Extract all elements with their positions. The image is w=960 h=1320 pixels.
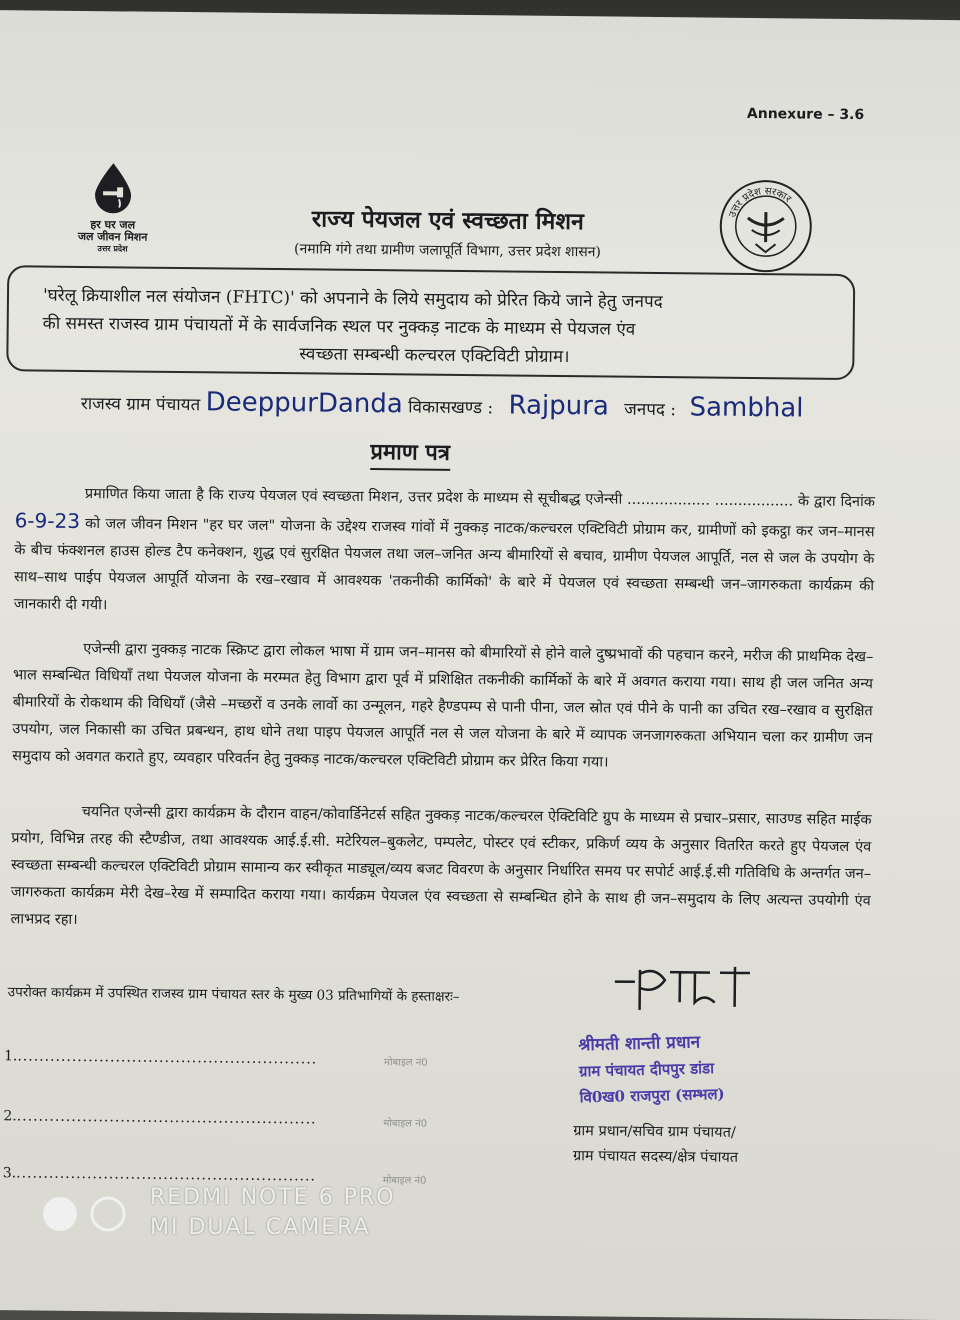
up-state-emblem-icon	[717, 178, 814, 275]
district-value: Sambhal	[689, 392, 804, 424]
mission-title: राज्य पेयजल एवं स्वच्छता मिशन	[311, 205, 584, 236]
document-page	[0, 10, 960, 1320]
watermark-line-2: MI DUAL CAMERA	[150, 1215, 371, 1240]
paragraph-1	[14, 480, 875, 627]
paragraph-2-text: एजेन्सी द्वारा नुक्कड़ नाटक स्क्रिप्ट द्वारा लोकल भाषा में ग्राम जन–मानस को बीमारियों से होने वाले दुष्प्रभावों की पहचान करने, मरीज की प्राथमिक देख–भाल सम्बन्धित विधियॉं तथा पेयजल योजना के मरम्मत हेतु विभाग द्वारा पूर्व में प्रशिक्षित तकनीकी कार्मिकों के बारे में अवगत कराया गया। साथ ही जल जनित अन्य बीमारियों के रोकथाम की विधियॉं (जैसे –मच्छरों व उनके लार्वो का उन्मूलन, गहरे हैण्डपम्प से पानी पीना, जल स्रोत एवं पीने के पानी का उचित रख–रखाव व सुरक्षित उपयोग, जल निकासी का उचित प्रबन्धन, हाथ धोने तथा पाइप पेयजल आपूर्ति नल से जल योजना के बारे में व्यापक जनजागरुकता अभियान चला कर ग्रामीण जन समुदाय को अवगत कराते हुए, व्यवहार परिवर्तन हेतु नुक्कड़ नाटक/कल्चरल एक्टिविटी प्रोग्राम कर प्रेरित किया गया।	[12, 641, 874, 771]
handwritten-date: 6-9-23	[14, 508, 81, 533]
block-value: Rajpura	[508, 390, 610, 422]
emblem-text: उत्तर प्रदेश सरकार	[727, 185, 793, 219]
logo-line3: उत्तर प्रदेश	[97, 244, 128, 254]
paragraph-3	[10, 798, 871, 942]
signature-scribble-icon	[610, 962, 761, 1014]
camera-watermark-dots	[40, 1194, 130, 1238]
paragraph-3-text: चयनित एजेन्सी द्वारा कार्यक्रम के दौरान वाहन/कोवार्डिनेटर्स सहित नुक्कड़ नाटक/कल्चरल ऐक्टिविटि ग्रुप के माध्यम से प्रचार–प्रसार, साउण्ड सहित माईक प्रयोग, विभिन्न तरह की स्टैण्डीज, तथा आवश्यक आई.ई.सी. मटेरियल–बुकलेट, पम्पलेट, पोस्टर एवं स्टीकर, प्रकिर्ण व्यय के अनुसार वितरित करते हुए पेयजल एंव स्वच्छता सम्बन्धी कल्चरल एक्टिविटी प्रोग्राम सामान्य कर स्वीकृत माड्यूल/व्यय बजट विवरण के अनुसार निर्धारित समय पर सपोर्ट आई.ई.सी गतिविधि के अन्तर्गत जन–जागरुकता कार्यक्रम मेरी देख–रेख में सम्पादित कराया गया। कार्यक्रम पेयजल एंव स्वच्छता से सम्बन्धित होने के साथ ही जन–समुदाय के लिए अत्यन्त उपयोगी एंव लाभप्रद रहा।	[10, 804, 872, 928]
logo-line2: जल जीवन मिशन	[77, 229, 148, 244]
roles-line-2: ग्राम पंचायत सदस्य/क्षेत्र पंचायत	[572, 1148, 739, 1166]
signatory-number: 2.	[3, 1108, 17, 1125]
paragraph-1-part-a: प्रमाणित किया जाता है कि राज्य पेयजल एवं स्वच्छता मिशन, उत्तर प्रदेश के माध्यम से सूचीबद्ध एजेन्सी ..................	[84, 486, 711, 509]
paragraph-2	[12, 635, 873, 779]
panchayat-value: DeeppurDanda	[205, 387, 403, 420]
location-row	[81, 386, 881, 424]
mobile-label-3: मोबाइल नं0	[382, 1175, 427, 1187]
signatory-line-2	[3, 1108, 316, 1127]
program-line-1: 'घरेलू क्रियाशील नल संयोजन (FHTC)' को अपनाने के लिये समुदाय को प्रेरित किये जाने हेतु जनपद	[42, 285, 663, 313]
signature-dots: .......................................................	[17, 1048, 318, 1068]
stamp-line-2: ग्राम पंचायत दीपपुर डांडा	[578, 1059, 715, 1081]
logo-line1: हर घर जल	[90, 218, 136, 232]
mission-subtitle: (नमामि गंगे तथा ग्रामीण जलापूर्ति विभाग, उत्तर प्रदेश शासन)	[293, 241, 602, 261]
water-drop-tap-icon	[91, 161, 136, 215]
signatory-line-3	[3, 1165, 316, 1184]
annexure-label: Annexure – 3.6	[746, 105, 865, 124]
mobile-label-1: मोबाइल नं0	[383, 1057, 428, 1069]
program-description-box	[6, 265, 855, 380]
signatory-number: 1.	[3, 1048, 18, 1065]
program-line-3: स्वच्छता सम्बन्धी कल्चरल एक्टिविटी प्रोग्राम।	[299, 344, 570, 368]
signatory-roles	[573, 1119, 824, 1172]
pradhan-stamp	[578, 1027, 820, 1111]
district-label: जनपद :	[624, 399, 677, 421]
paragraph-1-part-c: को जल जीवन मिशन "हर घर जल" योजना के उद्देश्य राजस्व गांवों में नुक्कड़ नाटक/कल्चरल एक्टिविटी प्रोग्राम कर, ग्रामीणों को इकट्ठा कर जन–मानस के बीच फंक्शनल हाउस होल्ड टैप कनेक्शन, शुद्ध एवं सुरक्षित पेयजल तथा जल–जनित अन्य बीमारियों से बचाव, ग्रामीण पेयजल आपूर्ति, नल से जल के उपयोग के साथ–साथ पाईप पेयजल आपूर्ति योजना के रख–रखाव में आवश्यक 'तकनीकी कार्मिको' के बारे में पेयजल एवं स्वच्छता सम्बन्धी जन–जागरुकता कार्यक्रम की जानकारी दी गयी।	[13, 516, 875, 614]
up-government-emblem	[717, 178, 814, 275]
block-label: विकासखण्ड :	[408, 397, 494, 419]
document-header	[187, 200, 708, 262]
paragraph-1-part-b: ................. के द्वारा दिनांक	[714, 492, 875, 511]
signature-intro: उपरोक्त कार्यक्रम में उपस्थित राजस्व ग्राम पंचायत स्तर के मुख्य 03 प्रतिभागियों के हस्ताक्षरः–	[7, 984, 460, 1005]
signature-dots: .......................................................	[16, 1165, 317, 1185]
program-line-2: की समस्त राजस्व ग्राम पंचायतों में के सार्वजनिक स्थल पर नुक्कड़ नाटक के माध्यम से पेयजल एंव	[42, 313, 636, 340]
stamp-line-3: वि0ख0 राजपुरा (सम्भल)	[579, 1084, 725, 1107]
har-ghar-jal-logo	[67, 161, 158, 256]
signature-dots: .......................................................	[16, 1108, 317, 1128]
signatory-line-1	[4, 1048, 317, 1067]
panchayat-label: राजस्व ग्राम पंचायत	[80, 393, 201, 416]
stamp-line-1: श्रीमती शान्ती प्रधान	[578, 1032, 701, 1056]
dual-lens-icon	[40, 1194, 130, 1234]
camera-watermark	[150, 1183, 396, 1243]
signatory-number: 3.	[2, 1165, 17, 1182]
certificate-title: प्रमाण पत्र	[370, 436, 450, 471]
watermark-line-1: REDMI NOTE 6 PRO	[150, 1185, 396, 1210]
roles-line-1: ग्राम प्रधान/सचिव ग्राम पंचायत/	[573, 1123, 736, 1141]
handwritten-signature	[610, 962, 761, 1018]
mobile-label-2: मोबाइल नं0	[383, 1118, 428, 1130]
